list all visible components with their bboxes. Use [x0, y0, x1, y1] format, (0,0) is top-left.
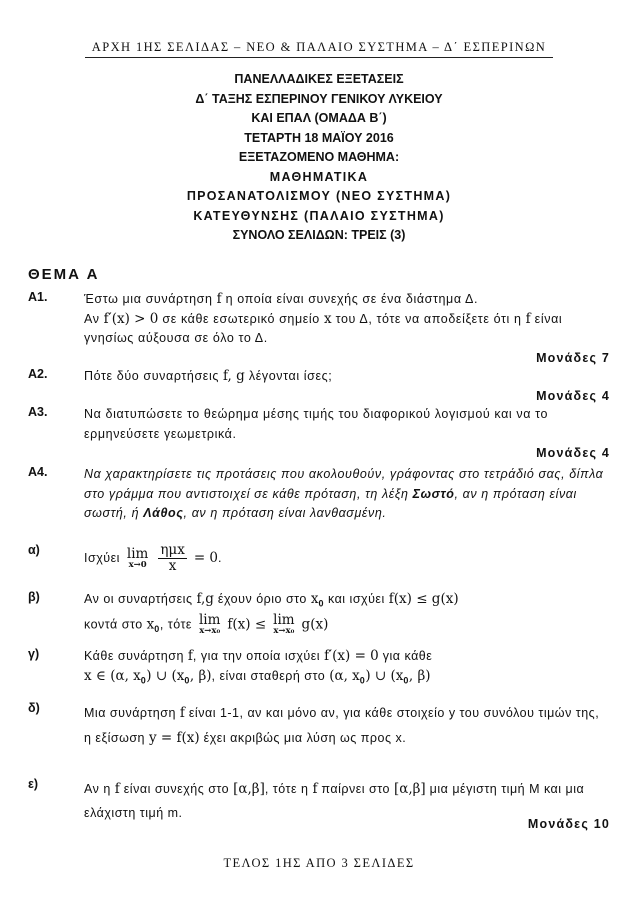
- question-a4-number: Α4.: [28, 465, 48, 479]
- title-line-8: ΚΑΤΕΥΘΥΝΣΗΣ (ΠΑΛΑΙΟ ΣΥΣΤΗΜΑ): [193, 208, 445, 223]
- statement-beta-label: β): [28, 590, 40, 604]
- a1-text-2: η οποία είναι συνεχής σε ένα διάστημα Δ.: [221, 292, 479, 306]
- a1-text-1: Έστω μια συνάρτηση: [84, 292, 217, 306]
- statement-beta-body: [84, 590, 610, 639]
- title-line-6: ΜΑΘΗΜΑΤΙΚΑ: [269, 169, 369, 184]
- question-a4-marks-row: [28, 815, 610, 831]
- beta-text-2: έχουν όριο στο: [213, 592, 311, 606]
- statement-gamma-body: [84, 647, 610, 691]
- beta-text-1: Αν οι συναρτήσεις: [84, 592, 197, 606]
- beta-math-gx: g(x): [301, 616, 329, 633]
- statement-alpha-label: α): [28, 543, 40, 557]
- beta-limit-1: [199, 614, 220, 636]
- a1-math-f: f: [216, 291, 222, 307]
- epsilon-math-interval-2: [α,β]: [393, 781, 426, 797]
- title-line-2: Δ΄ ΤΑΞΗΣ ΕΣΠΕΡΙΝΟΥ ΓΕΝΙΚΟΥ ΛΥΚΕΙΟΥ: [195, 91, 443, 106]
- gamma-math-interval-a: (α, x: [329, 667, 360, 684]
- gamma-math-domain-b: ) ∪ (x: [146, 667, 185, 684]
- epsilon-math-f: f: [114, 781, 120, 797]
- question-a4: [28, 465, 610, 524]
- gamma-math-domain-sub-2: 0: [184, 675, 190, 685]
- a4-text-3: , αν η πρόταση είναι λανθασμένη.: [183, 506, 387, 520]
- alpha-limit-word: lim: [126, 545, 149, 562]
- beta-limit-2: [273, 614, 294, 636]
- question-a2-body: [84, 367, 610, 387]
- gamma-math-derivative: f′(x) = 0: [324, 648, 379, 664]
- gamma-math-domain-sub-1: 0: [140, 675, 147, 685]
- alpha-limit-sub: x→0: [128, 559, 147, 570]
- beta-math-x-sub: 0: [318, 598, 324, 609]
- running-footer: ΤΕΛΟΣ 1ΗΣ ΑΠΟ 3 ΣΕΛΙΔΕΣ: [223, 856, 415, 870]
- title-line-3: ΚΑΙ ΕΠΑΛ (ΟΜΑΔΑ Β΄): [251, 111, 387, 125]
- statement-alpha-body: [84, 543, 610, 574]
- a1-math-x: x: [323, 310, 332, 327]
- delta-text-2: είναι 1-1, αν και μόνο αν, για κάθε στοιχείο y του συνόλου τιμών της, η εξίσωση: [84, 706, 600, 745]
- a2-text-1: Πότε δύο συναρτήσεις: [84, 369, 224, 383]
- delta-text-3: έχει ακριβώς μια λύση ως προς x.: [199, 731, 407, 745]
- alpha-text-1: Ισχύει: [84, 550, 124, 565]
- epsilon-text-1: Αν η: [84, 782, 115, 796]
- question-a1-body: [84, 290, 610, 349]
- beta-math-inequality: f(x) ≤ g(x): [388, 591, 459, 607]
- delta-math-equation: y = f(x): [149, 730, 200, 746]
- question-a4-marks: Μονάδες 10: [527, 817, 610, 831]
- header-rule: [85, 57, 553, 58]
- gamma-math-interval-b: ) ∪ (x: [365, 667, 404, 684]
- statement-beta: [28, 590, 610, 639]
- question-a2-marks: Μονάδες 4: [536, 388, 610, 403]
- statement-delta: [28, 701, 610, 751]
- beta-text-5: , τότε: [159, 617, 196, 632]
- beta-limit-2-sub: x→x₀: [273, 626, 295, 636]
- question-a3-marks: Μονάδες 4: [536, 446, 610, 460]
- epsilon-text-5: μια μέγιστη τιμή Μ και μια ελάχιστη τιμή m.: [84, 782, 585, 820]
- delta-text-1: Μια συνάρτηση: [84, 706, 180, 720]
- title-line-5: ΕΞΕΤΑΖΟΜΕΝΟ ΜΑΘΗΜΑ:: [238, 150, 400, 164]
- beta-limit-1-word: lim: [198, 612, 221, 628]
- title-block: [0, 70, 638, 246]
- alpha-period: .: [218, 550, 222, 565]
- statement-delta-body: [84, 701, 610, 751]
- statement-gamma-label: γ): [28, 647, 40, 661]
- gamma-math-interval-sub-2: 0: [403, 675, 409, 685]
- a1-text-5: του Δ, τότε να αποδείξετε ότι η: [331, 311, 526, 326]
- a4-word-correct: Σωστό: [412, 486, 455, 501]
- beta-math-x: x: [310, 591, 319, 607]
- question-a2: [28, 367, 610, 403]
- gamma-math-f: f: [187, 648, 193, 664]
- alpha-limit: [126, 545, 149, 570]
- statement-alpha: [28, 543, 610, 574]
- gamma-text-4: , είναι σταθερή στο: [211, 668, 330, 683]
- a4-word-wrong: Λάθος: [143, 506, 184, 520]
- gamma-text-1: Κάθε συνάρτηση: [84, 649, 188, 663]
- gamma-text-2: , για την οποία ισχύει: [192, 649, 325, 663]
- alpha-fraction-numerator: ημx: [160, 542, 185, 558]
- gamma-math-domain-c: , β): [189, 667, 212, 684]
- beta-text-3: και ισχύει: [324, 592, 389, 606]
- beta-limit-2-word: lim: [273, 612, 295, 628]
- a2-math-fg: f, g: [223, 368, 245, 384]
- beta-text-4: κοντά στο: [84, 617, 147, 632]
- question-a3-number: Α3.: [28, 405, 48, 419]
- question-a1-number: Α1.: [28, 290, 48, 304]
- alpha-fraction: [158, 543, 186, 574]
- beta-math-fg: f,g: [196, 591, 214, 607]
- title-line-1: ΠΑΝΕΛΛΑΔΙΚΕΣ ΕΞΕΤΑΣΕΙΣ: [234, 72, 404, 86]
- a1-text-4: σε κάθε εσωτερικό σημείο: [158, 311, 324, 326]
- epsilon-text-2: είναι συνεχής στο: [119, 782, 234, 796]
- statement-epsilon-label: ε): [28, 777, 39, 791]
- gamma-math-interval-sub-1: 0: [359, 675, 366, 685]
- delta-math-f: f: [179, 705, 185, 721]
- title-line-7: ΠΡΟΣΑΝΑΤΟΛΙΣΜΟΥ (ΝΕΟ ΣΥΣΤΗΜΑ): [186, 189, 452, 203]
- statement-gamma: [28, 647, 610, 691]
- question-a3-body: Να διατυπώσετε το θεώρημα μέσης τιμής του διαφορικού λογισμού και να το ερμηνεύσετε γεωμετρικά.: [84, 407, 549, 441]
- question-a3: [28, 405, 610, 460]
- epsilon-text-3: , τότε η: [264, 782, 313, 796]
- a4-text-1: Να χαρακτηρίσετε τις προτάσεις που ακολουθούν, γράφοντας στο τετράδιό σας, δίπλα στο γράμμα που αντιστοιχεί σε κάθε πρόταση, τη λέξη: [84, 467, 604, 501]
- beta-math-fx-leq: f(x) ≤: [227, 616, 267, 633]
- question-a1: [28, 290, 610, 365]
- alpha-fraction-denominator: x: [168, 558, 177, 574]
- beta-math-x2-sub: 0: [154, 623, 160, 634]
- beta-math-x2: x: [146, 616, 155, 633]
- a1-text-3: Αν: [84, 311, 104, 326]
- a1-text-6: είναι γνησίως αύξουσα σε όλο το Δ.: [84, 311, 563, 345]
- statement-delta-label: δ): [28, 701, 40, 715]
- gamma-text-3: για κάθε: [378, 649, 433, 663]
- title-line-9: ΣΥΝΟΛΟ ΣΕΛΙΔΩΝ: ΤΡΕΙΣ (3): [232, 228, 406, 242]
- alpha-equals-zero: = 0: [193, 549, 219, 566]
- running-header-text: ΑΡΧΗ 1ΗΣ ΣΕΛΙΔΑΣ – ΝΕΟ & ΠΑΛΑΙΟ ΣΥΣΤΗΜΑ – Δ΄ ΕΣΠΕΡΙΝΩΝ: [91, 40, 547, 54]
- theme-heading: ΘΕΜΑ Α: [28, 266, 100, 283]
- question-a4-body: [84, 465, 610, 524]
- gamma-math-domain-a: x ∈ (α, x: [84, 667, 141, 684]
- a1-math-derivative: f′(x) > 0: [103, 310, 159, 327]
- beta-limit-1-sub: x→x₀: [199, 626, 221, 636]
- epsilon-text-4: παίρνει στο: [317, 782, 394, 796]
- a4-text-2: , αν η πρόταση είναι σωστή, ή: [84, 486, 577, 520]
- epsilon-math-f2: f: [312, 781, 318, 797]
- gamma-math-interval-c: , β): [408, 667, 431, 684]
- running-header: [0, 40, 638, 55]
- title-line-4: ΤΕΤΑΡΤΗ 18 ΜΑΪΟΥ 2016: [244, 130, 394, 145]
- a2-text-2: λέγονται ίσες;: [244, 369, 333, 383]
- a1-math-f2: f: [525, 310, 531, 327]
- question-a2-number: Α2.: [28, 367, 48, 381]
- epsilon-math-interval: [α,β]: [233, 781, 265, 797]
- question-a1-marks: Μονάδες 7: [536, 350, 610, 365]
